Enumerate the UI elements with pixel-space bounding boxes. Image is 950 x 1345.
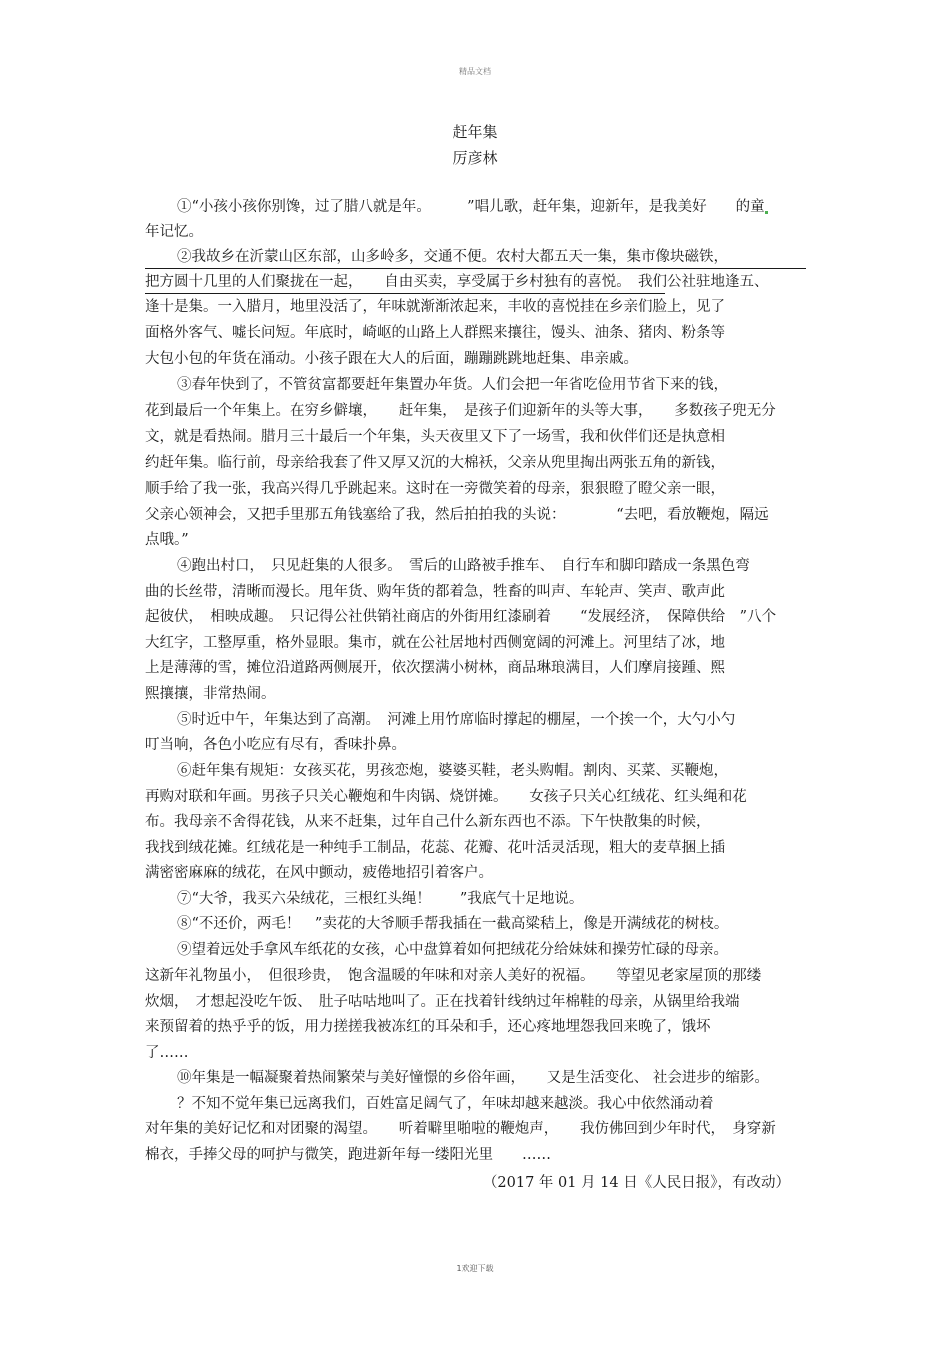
article-title: 赶年集 (452, 123, 498, 141)
text-line: 点哦。” (145, 532, 189, 548)
text-line: 大红字，工整厚重，格外显眼。集市，就在公社居地村西侧宽阔的河滩上。河里结了冰，地 (145, 635, 725, 651)
text-line: 顺手给了我一张，我高兴得几乎跳起来。这时在一旁微笑着的母亲，狠狠瞪了瞪父亲一眼， (145, 481, 725, 497)
text-line: ④跑出村口， 只见赶集的人很多。 雪后的山路被手推车、 自行车和脚印踏成一条黑色弯 (177, 558, 750, 574)
page-footer: 1欢迎下载 (456, 1264, 494, 1273)
text-line: 对年集的美好记忆和对团聚的渴望。 听着噼里啪啦的鞭炮声， 我仿佛回到少年时代， 身穿新 (145, 1121, 776, 1137)
text-line: 把方圆十几里的人们聚拢在一起， 自由买卖，享受属于乡村独有的喜悦。 我们公社驻地逢五、 (145, 274, 769, 290)
green-mark (765, 211, 768, 214)
text-line: ？不知不觉年集已远离我们，百姓富足阔气了，年味却越来越淡。我心中依然涌动着 (177, 1096, 714, 1112)
text-line: 炊烟， 才想起没吃午饭、 肚子咕咕地叫了。正在找着针线纳过年棉鞋的母亲，从锅里给我端 (145, 994, 740, 1010)
text-line: 叮当响，各色小吃应有尽有，香味扑鼻。 (145, 737, 406, 753)
text-line: 年记忆。 (145, 224, 203, 240)
text-line: ⑦“大爷，我买六朵绒花，三根红头绳！ ”我底气十足地说。 (177, 891, 584, 907)
text-line: 逢十是集。一入腊月，地里没活了，年味就渐渐浓起来，丰收的喜悦挂在乡亲们脸上，见了 (145, 299, 725, 315)
article-author: 厉彦林 (452, 149, 498, 167)
text-line: 约赶年集。临行前，母亲给我套了件又厚又沉的大棉袄，父亲从兜里掏出两张五角的新钱， (145, 455, 725, 471)
underline (145, 293, 665, 294)
text-line: 再购对联和年画。男孩子只关心鞭炮和牛肉锅、烧饼摊。 女孩子只关心红绒花、红头绳和花 (145, 789, 747, 805)
text-line: ⑧“不还价，两毛！ ”卖花的大爷顺手帮我插在一截高粱秸上，像是开满绒花的树枝。 (177, 916, 729, 932)
text-line: ⑩年集是一幅凝聚着热闹繁荣与美好憧憬的乡俗年画， 又是生活变化、 社会进步的缩影。 (177, 1070, 769, 1086)
text-line: 我找到绒花摊。红绒花是一种纯手工制品，花蕊、花瓣、花叶活灵活现，粗大的麦草捆上插 (145, 840, 725, 856)
text-line: ②我故乡在沂蒙山区东部，山多岭多，交通不便。农村大都五天一集，集市像块磁铁， (177, 249, 728, 265)
text-line: 满密密麻麻的绒花，在风中颤动，疲倦地招引着客户。 (145, 865, 493, 881)
text-line: 起彼伏， 相映成趣。 只记得公社供销社商店的外街用红漆刷着 “发展经济， 保障供给 ”八个 (145, 609, 777, 625)
text-line: 上是薄薄的雪，摊位沿道路两侧展开，依次摆满小树林，商品琳琅满目，人们摩肩接踵、熙 (145, 660, 725, 676)
text-line: 这新年礼物虽小， 但很珍贵， 饱含温暖的年味和对亲人美好的祝福。 等望见老家屋顶的那缕 (145, 968, 762, 984)
text-line: 了…… (145, 1045, 189, 1061)
text-line: 布。我母亲不舍得花钱，从来不赶集，过年自己什么新东西也不添。下午快散集的时候， (145, 814, 711, 830)
text-line: 文，就是看热闹。腊月三十最后一个年集，头天夜里又下了一场雪，我和伙伴们还是执意相 (145, 429, 725, 445)
text-line: 花到最后一个年集上。在穷乡僻壤， 赶年集， 是孩子们迎新年的头等大事， 多数孩子兜无分 (145, 403, 776, 419)
text-line: 面格外客气、嘘长问短。年底时，崎岖的山路上人群熙来攘往，馒头、油条、猪肉、粉条等 (145, 325, 725, 341)
text-line: ⑨望着远处手拿风车纸花的女孩，心中盘算着如何把绒花分给妹妹和操劳忙碌的母亲。 (177, 942, 728, 958)
text-line: 曲的长丝带，清晰而漫长。甩年货、购年货的都着急，牲畜的叫声、车轮声、笑声、歌声此 (145, 584, 725, 600)
text-line: ③春年快到了，不管贫富都要赶年集置办年货。人们会把一年省吃俭用节省下来的钱， (177, 377, 728, 393)
underline (145, 268, 806, 269)
page-header: 精品文档 (459, 67, 491, 76)
source-citation: （2017 年 01 月 14 日《人民日报》，有改动） (482, 1175, 790, 1191)
text-line: 来预留着的热乎乎的饭，用力搓搓我被冻红的耳朵和手，还心疼地埋怨我回来晚了，饿坏 (145, 1019, 711, 1035)
text-line: 熙攘攘，非常热闹。 (145, 686, 276, 702)
text-line: ⑤时近中午，年集达到了高潮。 河滩上用竹席临时撑起的棚屋，一个挨一个，大勺小勺 (177, 712, 736, 728)
text-line: ①“小孩小孩你别馋，过了腊八就是年。 ”唱儿歌，赶年集，迎新年，是我美好 的童 (177, 199, 765, 215)
text-line: 棉衣，手捧父母的呵护与微笑，跑进新年每一缕阳光里 …… (145, 1147, 551, 1163)
text-line: 大包小包的年货在涌动。小孩子跟在大人的后面，蹦蹦跳跳地赶集、串亲戚。 (145, 351, 638, 367)
text-line: 父亲心领神会，又把手里那五角钱塞给了我，然后拍拍我的头说： “去吧，看放鞭炮，隔远 (145, 507, 769, 523)
text-line: ⑥赶年集有规矩：女孩买花，男孩恋炮，婆婆买鞋，老头购帽。割肉、买菜、买鞭炮， (177, 763, 728, 779)
